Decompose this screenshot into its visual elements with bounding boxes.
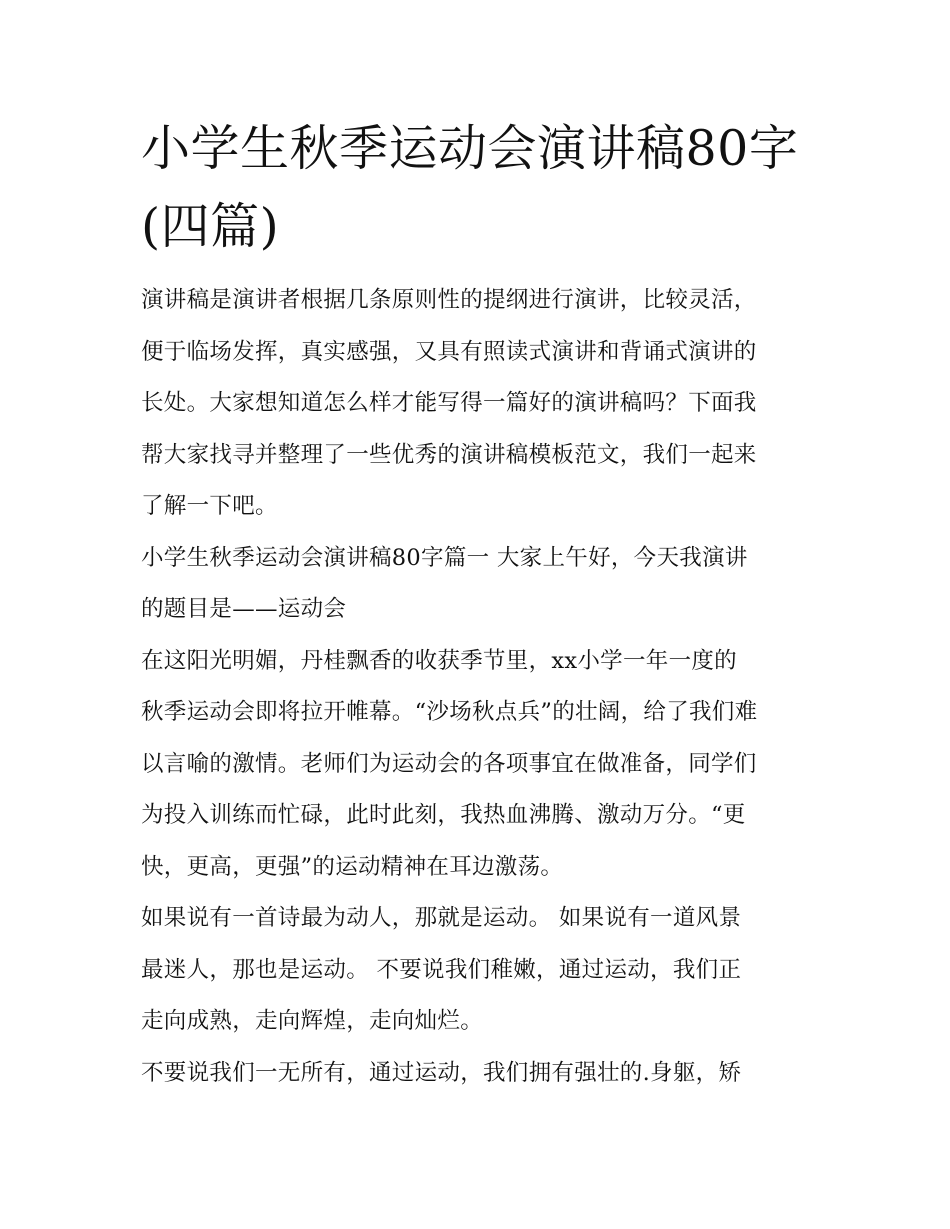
text-line: 了解一下吧。: [141, 493, 278, 519]
text-line: 为投入训练而忙碌，此时此刻，我热血沸腾、激动万分。“更: [141, 802, 746, 828]
section-heading-paragraph: [141, 533, 813, 636]
text-line: 如果说有一首诗最为动人，那就是运动。 如果说有一道风景: [141, 905, 742, 931]
text-line: 长处。大家想知道怎么样才能写得一篇好的演讲稿吗？下面我: [141, 390, 757, 416]
text-line: 演讲稿是演讲者根据几条原则性的提纲进行演讲，比较灵活，: [141, 287, 757, 313]
text-line: 走向成熟，走向辉煌，走向灿烂。: [141, 1008, 484, 1034]
text-line: 以言喻的激情。老师们为运动会的各项事宜在做准备，同学们: [141, 750, 757, 777]
text-line: 秋季运动会即将拉开帷幕。“沙场秋点兵”的壮阔，给了我们难: [141, 699, 758, 725]
text-line: 最迷人，那也是运动。 不要说我们稚嫩，通过运动，我们正: [141, 956, 742, 983]
document-body: [141, 275, 813, 1099]
text-line: 便于临场发挥，真实感强，又具有照读式演讲和背诵式演讲的: [141, 338, 757, 365]
text-line: 小学生秋季运动会演讲稿80字篇一 大家上午好，今天我演讲: [141, 544, 748, 571]
document-content: [141, 110, 813, 1099]
document-title: [141, 110, 813, 266]
text-line: 在这阳光明媚，丹桂飘香的收获季节里，xx小学一年一度的: [141, 647, 737, 674]
intro-paragraph: [141, 275, 813, 533]
text-line: 不要说我们一无所有，通过运动，我们拥有强壮的.身躯，矫: [141, 1059, 742, 1086]
title-line: (四篇): [141, 198, 280, 255]
title-line: 小学生秋季运动会演讲稿80字: [141, 120, 799, 177]
text-line: 帮大家找寻并整理了一些优秀的演讲稿模板范文，我们一起来: [141, 441, 757, 468]
body-paragraph: [141, 636, 813, 894]
body-paragraph: [141, 893, 813, 1048]
text-line: 的题目是——运动会: [141, 596, 347, 622]
body-paragraph: [141, 1048, 813, 1100]
text-line: 快，更高，更强”的运动精神在耳边激荡。: [141, 853, 564, 880]
